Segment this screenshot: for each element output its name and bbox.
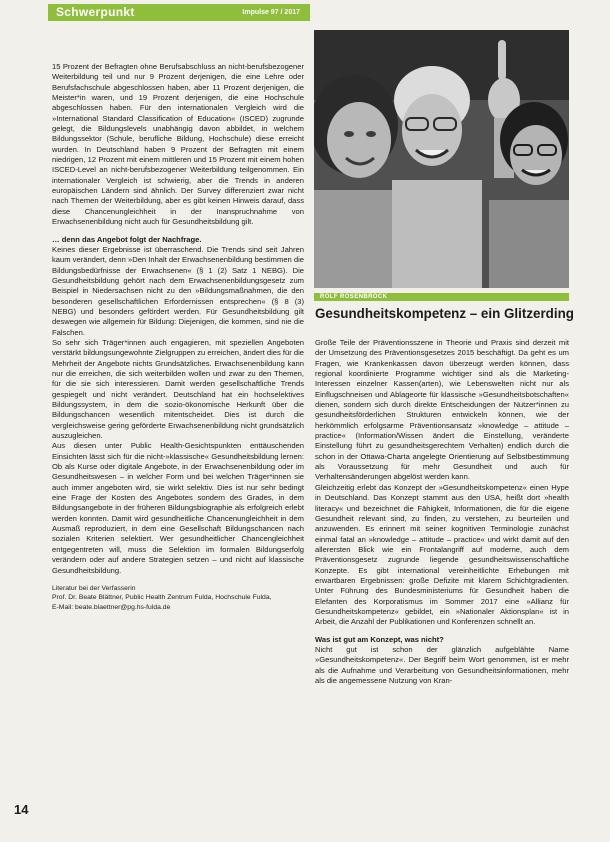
section-header-bar — [48, 4, 310, 21]
author-note-line-3: E-Mail: beate.blaettner@pg.hs-fulda.de — [52, 603, 171, 611]
section-label: Schwerpunkt — [56, 5, 135, 19]
author-bar — [314, 293, 569, 301]
author-note-line-2: Prof. Dr. Beate Blättner, Public Health Zentrum Fulda, Hochschule Fulda, — [52, 594, 272, 602]
article-title: Gesundheitskompetenz – ein Glitzerding — [315, 306, 574, 321]
left-paragraph-3: So sehr sich Träger*innen auch engagieren, mit speziellen Angeboten verstärkt bildungsungewohnte Zielgruppen zu erreichen, ändert dies für die Mehrheit der Angebote nichts Grundsätzliches. Erwachsenenbildung kann nur die erreichen, die sich weiterbilden wollen und zwar zu den Themen, für die sie sich interessieren. Damit werden gesellschaftliche Trends gespiegelt und nicht verändert. Deutschland hat ein hochselektives Bildungssystem, in dem die sozio-ökonomische Herkunft über die Bildungschancen wesentlich mitentscheidet. Dies ist durch die vergleichsweise gering geförderte Erwachsenenbildung nicht grundsätzlich auszugleichen. — [52, 337, 305, 441]
author-note — [52, 584, 304, 613]
left-paragraph-2: Keines dieser Ergebnisse ist überraschend. Die Trends sind seit Jahren kaum verändert, denn »Den Inhalt der Erwachsenenbildung bestimmen die Bildungsbedürfnisse der Erwachsenen« (§ 1 (2) Satz 1 NEBG). Die Gesundheitsbildung gehört nach dem Erwachsenenbildungsgesetz zum Beispiel in Niedersachsen nicht zu den »Bildungsmaßnahmen, die den besonderen gesellschaftlichen Erfordernissen entsprechen« (§ 8 (3) NEBG) und besonders gefördert werden. Für Gesundheitsbildung gilt deswegen wie allgemein für Bildung: Diejenigen, die kommen, sind nie die Falschen. — [52, 244, 305, 337]
left-subheading: … denn das Angebot folgt der Nachfrage. — [52, 234, 202, 244]
right-column — [315, 338, 569, 686]
photo-illustration — [314, 30, 569, 288]
page-number: 14 — [14, 802, 29, 817]
article-author: ROLF ROSENBROCK — [320, 294, 388, 300]
article-photo — [314, 30, 569, 288]
right-paragraph-3: Nicht gut ist schon der glänzlich aufgeblähte Name »Gesundheitskompetenz«. Der Begriff beim Wort genommen, ist er mehr als die Aufnahme und Verarbeitung von Gesundheitsinformationen, mehr als die angemessene Nutzung von Kran- — [315, 644, 569, 685]
right-paragraph-2: Gleichzeitig erlebt das Konzept der »Gesundheitskompetenz« einen Hype in Deutschland. Das Konzept stammt aus den USA, heißt dort »health literacy« und bezeichnet die Fähigkeit, Informationen, die für die eigene Gesundheit relevant sind, zu finden, zu verstehen, zu beurteilen und anzuwenden. Es erinnert mit seiner kognitiven Terminologie zunächst einmal fatal an »knowledge – attitude – practice« und wirkt damit auf den allerersten Blick wie ein Frontalangriff auf moderne, auch dem Präventionsgesetz zugrunde liegende gesundheitswissenschaftliche Konzepte. Es gibt international vereinheitlichte Erhebungen mit erwartbaren Ergebnissen: große Defizite mit klarem Schichtgradienten. Unter Führung des Bundesministeriums für Gesundheit haben die Elefanten des Korporatismus im Sommer 2017 eine »Allianz für Gesundheitskompetenz« gebildet, ein »Nationaler Aktionsplan« ist in Arbeit, die Anzahl der Publikationen und Konferenzen schnellt an. — [315, 482, 569, 627]
left-paragraph-1: 15 Prozent der Befragten ohne Berufsabschluss an nicht-berufsbezogener Weiterbildung teil und nur 9 Prozent derjenigen, die eine Lehre oder Berufsfachschule abgeschlossen haben, aber 11 Prozent derjenigen, die Meister*in waren, und 19 Prozent derjenigen, die eine Hochschule abgeschlossen haben. Für den internationalen Vergleich wird die »International Standard Classification of Education« (ISCED) zugrunde gelegt, die Bildungslevels unabhängig davon abbildet, in welchem Bildungssektor (Schule, berufliche Bildung, Hochschule) diese erreicht wurden. In Deutschland haben 9 Prozent der Befragten mit einem niedrigen, 12 Prozent mit einem mittleren und 15 Prozent mit einem hohen ISCED-Level an nicht-berufsbezogener Weiterbildung teilgenommen. Ein internationaler Vergleich ist schwierig, aber die Trends in anderen europäischen Ländern sind ähnlich. Der Survey differenziert zwar nicht nach Themen der Weiterbildung, aber es gibt keinen Hinweis darauf, dass diese Chancenungleichheit in der Inanspruchnahme von Erwachsenenbildung nicht auch für Gesundheitsbildung gilt. — [52, 62, 304, 227]
author-note-line-1: Literatur bei der Verfasserin — [52, 584, 136, 592]
right-subheading: Was ist gut am Konzept, was nicht? — [315, 634, 444, 644]
issue-label: Impulse 97 / 2017 — [242, 9, 300, 16]
left-paragraph-4: Aus diesen unter Public Health-Gesichtspunkten enttäuschenden Einsichten lässt sich für die nicht-»klassische« Gesundheitsbildung lernen: Ob als Kurse oder digitale Angebote, in der Erwachsenenbildung oder im Gesundheitswesen – in welcher Form und bei welchen Träger*innen sie auch immer angeboten wird, sie wirkt selektiv. Dies ist nur sehr bedingt eine Frage der Kosten des Angebotes sondern des Grades, in dem Bildungsangebote in der früheren Bildungsbiographie als erfolgreich erlebt werden konnten. Damit wird gesundheitliche Chancenungleichheit in dem Ausmaß reproduziert, in dem eine Gesellschaft Bildungschancen nach sozialen Kriterien selektiert. Wer gesundheitlicher Chancengleichheit entgegentreten will, muss die Selektion im formalen Bildungserfolg verändern oder auf andere Strategien setzen – und nicht auf klassische Gesundheitsbildung. — [52, 441, 304, 575]
left-column — [52, 62, 304, 612]
right-paragraph-1: Große Teile der Präventionsszene in Theorie und Praxis sind derzeit mit der Umsetzung des Präventionsgesetzes 2015 beschäftigt. Da geht es um Fragen, wie Krankenkassen davon überzeugt werden können, dass regional koordinierte Programme wichtiger sind als die Marketing-Interessen einzelner Kassen(arten), wie Lebenswelten nicht nur als Einflugschneisen und Ablageorte für klassische »Gesundheitsbotschaften« dienen, sondern sich durch direkte Entscheidungen der Nutzer*innen zu gesundheitsförderlichen Strukturen entwickeln können, wie der herkömmlich erfolgsarme Präventionsansatz »knowledge – attitude – practice« (Information/Wissen ändert die Einstellung, veränderte Einstellung führt zu gesundheitsgerechtem Verhalten) endlich durch die schon in der Ottawa-Charta angelegte Orientierung auf Selbstbestimmung als Voraussetzung für mehr Gesundheit und auch für Verhaltensänderungen abgelöst werden kann. — [315, 338, 569, 482]
